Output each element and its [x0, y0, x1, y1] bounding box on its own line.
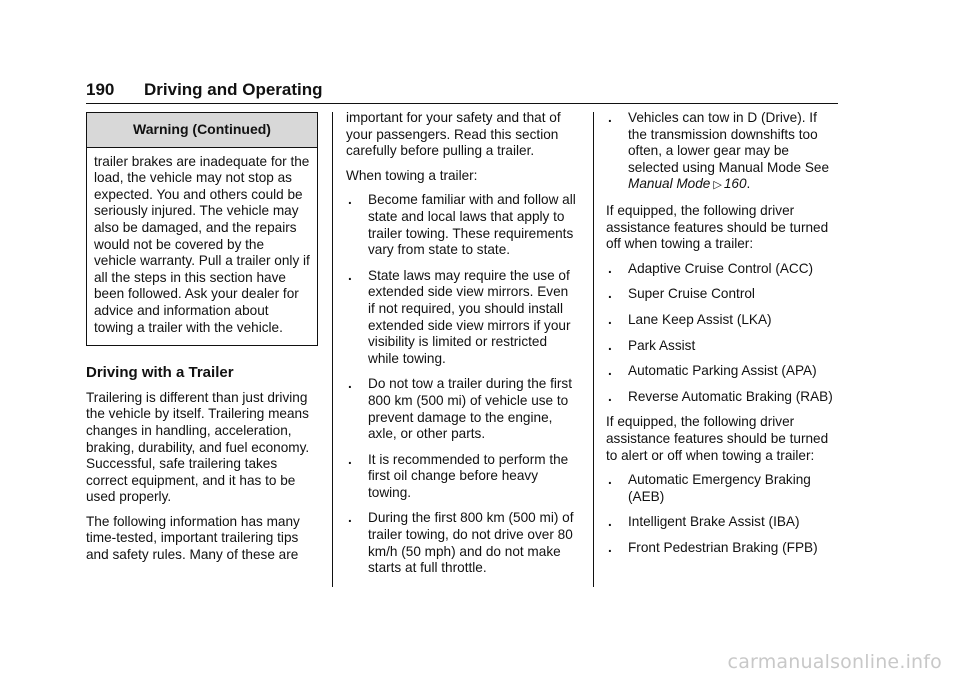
column-1 [86, 112, 318, 572]
reference-page[interactable]: 160 [723, 176, 747, 192]
list-item: . Do not tow a trailer during the first 800 km (500 mi) of vehicle use to prevent damage to the engine, axle, or other parts. [348, 376, 572, 442]
reference-title[interactable]: Manual Mode [628, 176, 711, 192]
list-item: . Automatic Parking Assist (APA) [608, 363, 817, 379]
warning-box [86, 112, 318, 346]
bullet-icon: . [608, 472, 612, 488]
section-title: Driving with a Trailer [86, 364, 234, 382]
list-item: . Reverse Automatic Braking (RAB) [608, 388, 833, 404]
bullet-icon: . [608, 110, 612, 125]
list-item: . State laws may require the use of extended side view mirrors. Even if not required, you should install extended side view mirrors if your visibility is limited or restricted while towing. [348, 267, 571, 366]
list-item: . Adaptive Cruise Control (ACC) [608, 260, 814, 276]
towing-intro: When towing a trailer: [346, 167, 478, 183]
list-item: . Lane Keep Assist (LKA) [608, 311, 772, 327]
watermark: carmanualsonline.info [727, 651, 942, 673]
bullet-icon: . [608, 539, 612, 555]
bullet-icon: . [608, 286, 612, 302]
page-header [86, 80, 323, 100]
bullet-icon: . [608, 260, 612, 276]
header-rule [86, 103, 838, 104]
paragraph: Trailering is different than just driving the vehicle by itself. Trailering means changes in handling, acceleration, braking, durability, and fuel economy. Successful, safe trailering takes correct equipment, and it has to be used properly. [86, 389, 310, 505]
column-2 [346, 110, 578, 586]
list-item: . It is recommended to perform the first oil change before heavy towing. [348, 451, 569, 500]
column-divider-2 [593, 112, 594, 587]
list-item: . Park Assist [608, 337, 696, 353]
list-item: . During the first 800 km (500 mi) of trailer towing, do not drive over 80 km/h (50 mph) and do not make starts at full throttle. [348, 510, 574, 576]
bullet-icon: . [348, 510, 352, 526]
towing-tips-list [346, 192, 578, 576]
manual-mode-reference[interactable] [628, 176, 747, 191]
bullet-icon: . [348, 267, 352, 283]
list-item: . Become familiar with and follow all state and local laws that apply to trailer towing. These requirements vary from state to state. [348, 192, 576, 258]
bullet-icon: . [348, 192, 352, 208]
page-number: 190 [86, 80, 115, 99]
bullet-icon: . [608, 514, 612, 530]
list-item: . Vehicles can tow in D (Drive). If the transmission downshifts too often, a lower gear may be selected using Manual Mode See Manual Mode ▷ 160. [608, 110, 830, 192]
paragraph: The following information has many time-tested, important trailering tips and safety rules. Many of these are [86, 513, 300, 563]
column-3 [606, 110, 838, 565]
features-alert-intro: If equipped, the following driver assistance features should be turned to alert or off when towing a trailer: [606, 414, 829, 463]
list-item: . Intelligent Brake Assist (IBA) [608, 514, 800, 530]
chapter-title: Driving and Operating [144, 80, 323, 99]
features-off-list [606, 261, 838, 406]
bullet-icon: . [348, 451, 352, 467]
list-item: . Front Pedestrian Braking (FPB) [608, 539, 818, 555]
list-item: . Super Cruise Control [608, 286, 755, 302]
features-alert-list [606, 472, 838, 556]
column-divider-1 [332, 112, 333, 587]
warning-title: Warning (Continued) [87, 113, 317, 148]
list-item: . Automatic Emergency Braking (AEB) [608, 472, 811, 504]
bullet-icon: . [608, 337, 612, 353]
paragraph-continuation: important for your safety and that of your passengers. Read this section carefully before pulling a trailer. [346, 110, 561, 159]
page-reference-icon: ▷ [713, 179, 722, 192]
bullet-icon: . [608, 388, 612, 404]
transmission-list [606, 110, 838, 194]
bullet-icon: . [348, 376, 352, 392]
warning-body: trailer brakes are inadequate for the load, the vehicle may not stop as expected. You and others could be seriously injured. The vehicle may also be damaged, and the repairs would not be covered by the vehicle warranty. Pull a trailer only if all the steps in this section have been followed. Ask your dealer for advice and information about towing a trailer with the vehicle. [94, 153, 310, 335]
bullet-icon: . [608, 311, 612, 327]
bullet-icon: . [608, 363, 612, 379]
features-off-intro: If equipped, the following driver assistance features should be turned off when towing a trailer: [606, 202, 829, 252]
